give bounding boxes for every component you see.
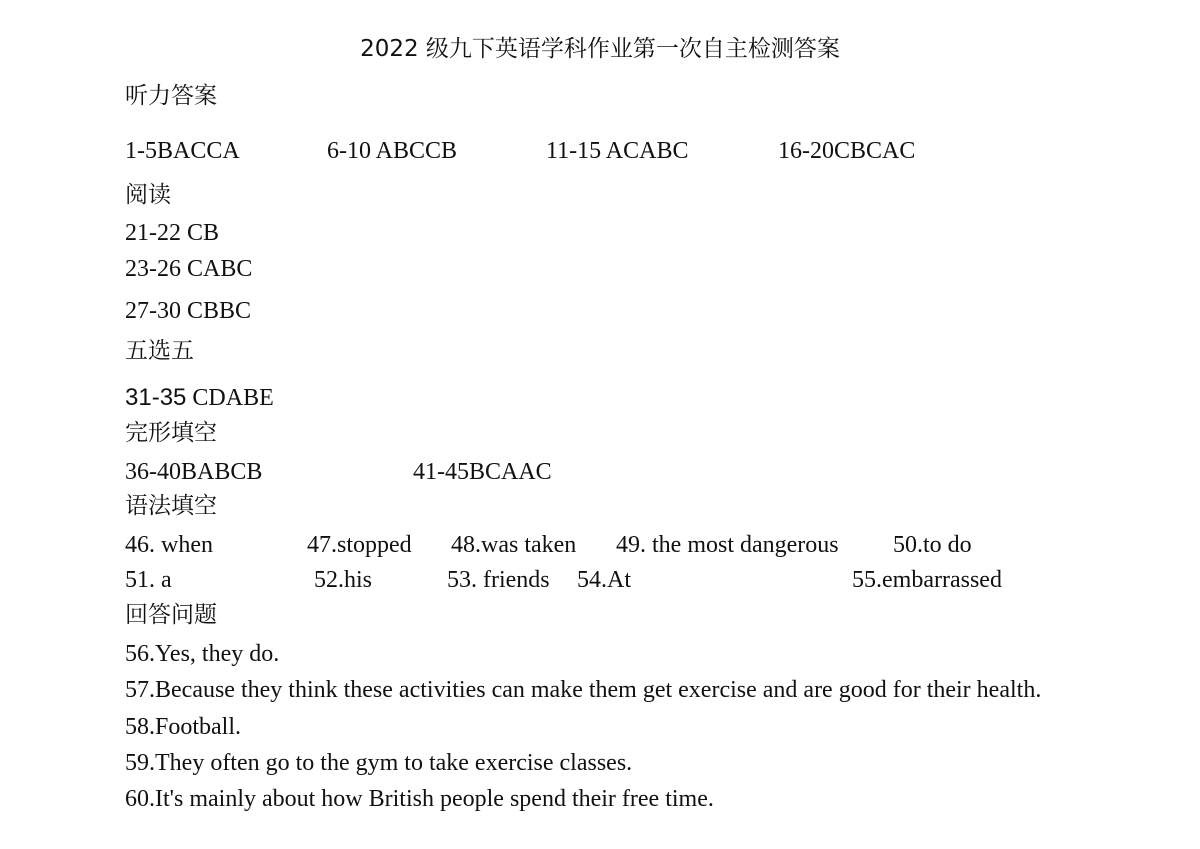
answer-item: 56.Yes, they do. [125,641,280,667]
answer-item: 48.was taken [451,532,577,558]
answer-item: 41-45BCAAC [413,459,552,485]
answer-item: 47.stopped [307,532,412,558]
answer-item: 16-20CBCAC [778,138,916,164]
section-heading-five-choose-five: 五选五 [125,338,194,364]
document-title: 2022 级九下英语学科作业第一次自主检测答案 [360,36,840,62]
section-heading-cloze: 完形填空 [125,420,217,446]
answer-item: 46. when [125,532,213,558]
answer-item: 6-10 ABCCB [327,138,458,164]
answer-item: 21-22 CB [125,220,220,246]
section-heading-questions: 回答问题 [125,602,217,628]
answer-item: 11-15 ACABC [546,138,689,164]
answer-item: 1-5BACCA [125,138,240,164]
answer-item: 57.Because they think these activities can make them get exercise and are good for their health. [125,677,1042,703]
section-heading-grammar-fill: 语法填空 [125,493,217,519]
answer-item: 23-26 CABC [125,256,253,282]
section-heading-reading: 阅读 [125,182,171,208]
answer-item: 50.to do [893,532,972,558]
answer-item [125,386,274,410]
answer-letters: CDABE [186,385,274,411]
answer-item: 49. the most dangerous [616,532,839,558]
answer-item: 59.They often go to the gym to take exercise classes. [125,750,633,776]
answer-item: 52.his [314,567,373,593]
answer-item: 51. a [125,567,172,593]
answer-item: 55.embarrassed [852,567,1002,593]
answer-item: 27-30 CBBC [125,298,252,324]
answer-item: 60.It's mainly about how British people spend their free time. [125,786,714,812]
answer-item: 53. friends [447,567,550,593]
answer-number: 31-35 [125,384,187,411]
answer-item: 54.At [577,567,631,593]
answer-item: 58.Football. [125,714,242,740]
section-heading-listening: 听力答案 [125,83,217,109]
answer-item: 36-40BABCB [125,459,263,485]
